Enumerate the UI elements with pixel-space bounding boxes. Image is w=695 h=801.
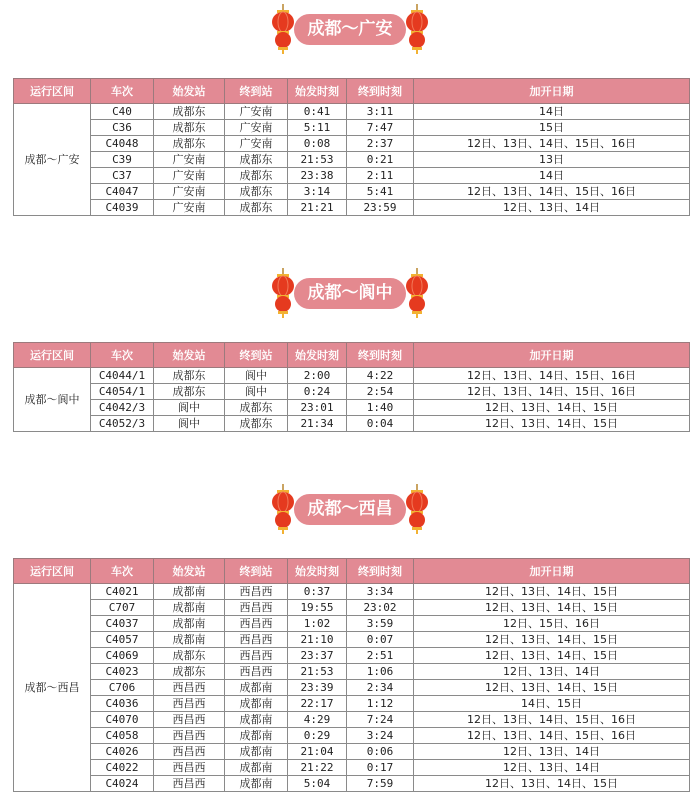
col-train-header: 车次 bbox=[91, 79, 154, 104]
destination-station: 西昌西 bbox=[225, 600, 288, 616]
arrival-time: 1:12 bbox=[347, 696, 414, 712]
destination-station: 成都东 bbox=[225, 200, 288, 216]
departure-time: 2:00 bbox=[288, 368, 347, 384]
departure-time: 21:04 bbox=[288, 744, 347, 760]
arrival-time: 3:59 bbox=[347, 616, 414, 632]
destination-station: 广安南 bbox=[225, 104, 288, 120]
train-number: C4048 bbox=[91, 136, 154, 152]
train-number: C707 bbox=[91, 600, 154, 616]
table-row bbox=[14, 168, 690, 184]
table-row bbox=[14, 200, 690, 216]
extra-dates: 12日、13日、14日、15日 bbox=[414, 632, 690, 648]
col-train-header: 车次 bbox=[91, 343, 154, 368]
origin-station: 成都南 bbox=[154, 616, 225, 632]
train-number: C4023 bbox=[91, 664, 154, 680]
table-row bbox=[14, 584, 690, 600]
header-row bbox=[14, 559, 690, 584]
origin-station: 阆中 bbox=[154, 416, 225, 432]
table-row bbox=[14, 104, 690, 120]
lantern-icon bbox=[405, 484, 429, 534]
departure-time: 23:37 bbox=[288, 648, 347, 664]
header-row bbox=[14, 343, 690, 368]
arrival-time: 5:41 bbox=[347, 184, 414, 200]
origin-station: 西昌西 bbox=[154, 744, 225, 760]
arrival-time: 0:07 bbox=[347, 632, 414, 648]
extra-dates: 12日、13日、14日、15日、16日 bbox=[414, 384, 690, 400]
section-banner bbox=[270, 266, 430, 316]
departure-time: 1:02 bbox=[288, 616, 347, 632]
header-row bbox=[14, 79, 690, 104]
departure-time: 5:04 bbox=[288, 776, 347, 792]
destination-station: 阆中 bbox=[225, 368, 288, 384]
table-row bbox=[14, 616, 690, 632]
extra-dates: 12日、13日、14日 bbox=[414, 200, 690, 216]
destination-station: 成都南 bbox=[225, 712, 288, 728]
destination-station: 阆中 bbox=[225, 384, 288, 400]
origin-station: 广安南 bbox=[154, 168, 225, 184]
extra-dates: 12日、13日、14日、15日、16日 bbox=[414, 136, 690, 152]
table-row bbox=[14, 184, 690, 200]
table-row bbox=[14, 648, 690, 664]
arrival-time: 2:34 bbox=[347, 680, 414, 696]
departure-time: 23:01 bbox=[288, 400, 347, 416]
table-row bbox=[14, 632, 690, 648]
destination-station: 成都南 bbox=[225, 696, 288, 712]
col-depart-header: 始发时刻 bbox=[288, 559, 347, 584]
train-number: C4037 bbox=[91, 616, 154, 632]
extra-dates: 12日、13日、14日、15日、16日 bbox=[414, 728, 690, 744]
origin-station: 阆中 bbox=[154, 400, 225, 416]
arrival-time: 2:37 bbox=[347, 136, 414, 152]
table-row bbox=[14, 416, 690, 432]
col-depart-header: 始发时刻 bbox=[288, 343, 347, 368]
departure-time: 22:17 bbox=[288, 696, 347, 712]
arrival-time: 0:04 bbox=[347, 416, 414, 432]
extra-dates: 12日、13日、14日、15日 bbox=[414, 584, 690, 600]
arrival-time: 23:02 bbox=[347, 600, 414, 616]
departure-time: 5:11 bbox=[288, 120, 347, 136]
arrival-time: 2:51 bbox=[347, 648, 414, 664]
origin-station: 成都南 bbox=[154, 600, 225, 616]
destination-station: 成都东 bbox=[225, 152, 288, 168]
extra-dates: 12日、15日、16日 bbox=[414, 616, 690, 632]
table-row bbox=[14, 680, 690, 696]
arrival-time: 2:54 bbox=[347, 384, 414, 400]
table-row bbox=[14, 120, 690, 136]
extra-dates: 13日 bbox=[414, 152, 690, 168]
destination-station: 成都南 bbox=[225, 744, 288, 760]
arrival-time: 7:24 bbox=[347, 712, 414, 728]
destination-station: 成都南 bbox=[225, 776, 288, 792]
lantern-icon bbox=[271, 484, 295, 534]
departure-time: 0:08 bbox=[288, 136, 347, 152]
table-row bbox=[14, 728, 690, 744]
section-title: 成都～西昌 bbox=[294, 494, 406, 525]
destination-station: 西昌西 bbox=[225, 648, 288, 664]
origin-station: 广安南 bbox=[154, 184, 225, 200]
train-number: C4047 bbox=[91, 184, 154, 200]
departure-time: 4:29 bbox=[288, 712, 347, 728]
train-number: C4069 bbox=[91, 648, 154, 664]
col-dest-header: 终到站 bbox=[225, 343, 288, 368]
arrival-time: 3:34 bbox=[347, 584, 414, 600]
col-route-header: 运行区间 bbox=[14, 343, 91, 368]
origin-station: 西昌西 bbox=[154, 728, 225, 744]
departure-time: 21:21 bbox=[288, 200, 347, 216]
origin-station: 成都东 bbox=[154, 104, 225, 120]
arrival-time: 4:22 bbox=[347, 368, 414, 384]
departure-time: 23:38 bbox=[288, 168, 347, 184]
train-number: C4021 bbox=[91, 584, 154, 600]
table-row bbox=[14, 760, 690, 776]
extra-dates: 12日、13日、14日、15日 bbox=[414, 648, 690, 664]
table-row bbox=[14, 384, 690, 400]
destination-station: 西昌西 bbox=[225, 616, 288, 632]
origin-station: 成都南 bbox=[154, 632, 225, 648]
departure-time: 0:41 bbox=[288, 104, 347, 120]
timetable bbox=[13, 342, 690, 432]
table-row bbox=[14, 368, 690, 384]
table-row bbox=[14, 400, 690, 416]
destination-station: 成都南 bbox=[225, 728, 288, 744]
extra-dates: 14日 bbox=[414, 104, 690, 120]
table-row bbox=[14, 712, 690, 728]
train-number: C4052/3 bbox=[91, 416, 154, 432]
arrival-time: 3:11 bbox=[347, 104, 414, 120]
origin-station: 西昌西 bbox=[154, 776, 225, 792]
extra-dates: 14日 bbox=[414, 168, 690, 184]
col-dates-header: 加开日期 bbox=[414, 559, 690, 584]
extra-dates: 14日、15日 bbox=[414, 696, 690, 712]
train-number: C4057 bbox=[91, 632, 154, 648]
destination-station: 成都东 bbox=[225, 400, 288, 416]
extra-dates: 12日、13日、14日、15日 bbox=[414, 680, 690, 696]
destination-station: 广安南 bbox=[225, 120, 288, 136]
arrival-time: 1:06 bbox=[347, 664, 414, 680]
arrival-time: 7:47 bbox=[347, 120, 414, 136]
col-arrive-header: 终到时刻 bbox=[347, 343, 414, 368]
section-banner bbox=[270, 2, 430, 52]
arrival-time: 23:59 bbox=[347, 200, 414, 216]
col-origin-header: 始发站 bbox=[154, 343, 225, 368]
extra-dates: 12日、13日、14日、15日 bbox=[414, 416, 690, 432]
section-title: 成都～阆中 bbox=[294, 278, 406, 309]
train-number: C4024 bbox=[91, 776, 154, 792]
train-number: C4036 bbox=[91, 696, 154, 712]
destination-station: 西昌西 bbox=[225, 584, 288, 600]
col-origin-header: 始发站 bbox=[154, 559, 225, 584]
train-number: C706 bbox=[91, 680, 154, 696]
route-cell: 成都～广安 bbox=[14, 104, 91, 216]
destination-station: 成都东 bbox=[225, 168, 288, 184]
train-number: C4058 bbox=[91, 728, 154, 744]
table-row bbox=[14, 152, 690, 168]
origin-station: 成都南 bbox=[154, 584, 225, 600]
destination-station: 广安南 bbox=[225, 136, 288, 152]
departure-time: 0:24 bbox=[288, 384, 347, 400]
arrival-time: 2:11 bbox=[347, 168, 414, 184]
lantern-icon bbox=[405, 268, 429, 318]
train-number: C4042/3 bbox=[91, 400, 154, 416]
departure-time: 21:22 bbox=[288, 760, 347, 776]
arrival-time: 0:21 bbox=[347, 152, 414, 168]
departure-time: 21:53 bbox=[288, 664, 347, 680]
departure-time: 23:39 bbox=[288, 680, 347, 696]
origin-station: 广安南 bbox=[154, 152, 225, 168]
train-number: C36 bbox=[91, 120, 154, 136]
departure-time: 3:14 bbox=[288, 184, 347, 200]
origin-station: 成都东 bbox=[154, 648, 225, 664]
origin-station: 成都东 bbox=[154, 664, 225, 680]
origin-station: 成都东 bbox=[154, 120, 225, 136]
train-number: C4026 bbox=[91, 744, 154, 760]
departure-time: 0:29 bbox=[288, 728, 347, 744]
table-row bbox=[14, 136, 690, 152]
col-dates-header: 加开日期 bbox=[414, 79, 690, 104]
destination-station: 成都南 bbox=[225, 680, 288, 696]
destination-station: 西昌西 bbox=[225, 664, 288, 680]
col-arrive-header: 终到时刻 bbox=[347, 79, 414, 104]
extra-dates: 12日、13日、14日 bbox=[414, 744, 690, 760]
route-cell: 成都～阆中 bbox=[14, 368, 91, 432]
origin-station: 西昌西 bbox=[154, 680, 225, 696]
origin-station: 西昌西 bbox=[154, 712, 225, 728]
extra-dates: 12日、13日、14日、15日、16日 bbox=[414, 368, 690, 384]
departure-time: 21:10 bbox=[288, 632, 347, 648]
destination-station: 成都东 bbox=[225, 184, 288, 200]
extra-dates: 12日、13日、14日、15日 bbox=[414, 776, 690, 792]
departure-time: 19:55 bbox=[288, 600, 347, 616]
extra-dates: 12日、13日、14日、15日 bbox=[414, 400, 690, 416]
extra-dates: 12日、13日、14日、15日、16日 bbox=[414, 712, 690, 728]
arrival-time: 1:40 bbox=[347, 400, 414, 416]
arrival-time: 0:06 bbox=[347, 744, 414, 760]
departure-time: 0:37 bbox=[288, 584, 347, 600]
lantern-icon bbox=[405, 4, 429, 54]
origin-station: 广安南 bbox=[154, 200, 225, 216]
extra-dates: 12日、13日、14日、15日 bbox=[414, 600, 690, 616]
section-title: 成都～广安 bbox=[294, 14, 406, 45]
origin-station: 成都东 bbox=[154, 136, 225, 152]
extra-dates: 15日 bbox=[414, 120, 690, 136]
col-arrive-header: 终到时刻 bbox=[347, 559, 414, 584]
train-number: C39 bbox=[91, 152, 154, 168]
col-route-header: 运行区间 bbox=[14, 559, 91, 584]
origin-station: 西昌西 bbox=[154, 696, 225, 712]
section-banner bbox=[270, 482, 430, 532]
train-number: C4070 bbox=[91, 712, 154, 728]
table-row bbox=[14, 744, 690, 760]
table-row bbox=[14, 696, 690, 712]
train-number: C40 bbox=[91, 104, 154, 120]
lantern-icon bbox=[271, 268, 295, 318]
train-number: C4022 bbox=[91, 760, 154, 776]
destination-station: 成都南 bbox=[225, 760, 288, 776]
arrival-time: 3:24 bbox=[347, 728, 414, 744]
departure-time: 21:34 bbox=[288, 416, 347, 432]
origin-station: 西昌西 bbox=[154, 760, 225, 776]
origin-station: 成都东 bbox=[154, 384, 225, 400]
table-row bbox=[14, 664, 690, 680]
col-route-header: 运行区间 bbox=[14, 79, 91, 104]
origin-station: 成都东 bbox=[154, 368, 225, 384]
train-number: C4054/1 bbox=[91, 384, 154, 400]
col-dates-header: 加开日期 bbox=[414, 343, 690, 368]
arrival-time: 7:59 bbox=[347, 776, 414, 792]
timetable bbox=[13, 558, 690, 792]
table-row bbox=[14, 600, 690, 616]
destination-station: 西昌西 bbox=[225, 632, 288, 648]
col-dest-header: 终到站 bbox=[225, 559, 288, 584]
timetable bbox=[13, 78, 690, 216]
arrival-time: 0:17 bbox=[347, 760, 414, 776]
route-cell: 成都～西昌 bbox=[14, 584, 91, 792]
train-number: C4039 bbox=[91, 200, 154, 216]
departure-time: 21:53 bbox=[288, 152, 347, 168]
train-number: C37 bbox=[91, 168, 154, 184]
col-dest-header: 终到站 bbox=[225, 79, 288, 104]
col-train-header: 车次 bbox=[91, 559, 154, 584]
extra-dates: 12日、13日、14日 bbox=[414, 664, 690, 680]
table-row bbox=[14, 776, 690, 792]
extra-dates: 12日、13日、14日 bbox=[414, 760, 690, 776]
destination-station: 成都东 bbox=[225, 416, 288, 432]
lantern-icon bbox=[271, 4, 295, 54]
train-number: C4044/1 bbox=[91, 368, 154, 384]
col-origin-header: 始发站 bbox=[154, 79, 225, 104]
col-depart-header: 始发时刻 bbox=[288, 79, 347, 104]
extra-dates: 12日、13日、14日、15日、16日 bbox=[414, 184, 690, 200]
